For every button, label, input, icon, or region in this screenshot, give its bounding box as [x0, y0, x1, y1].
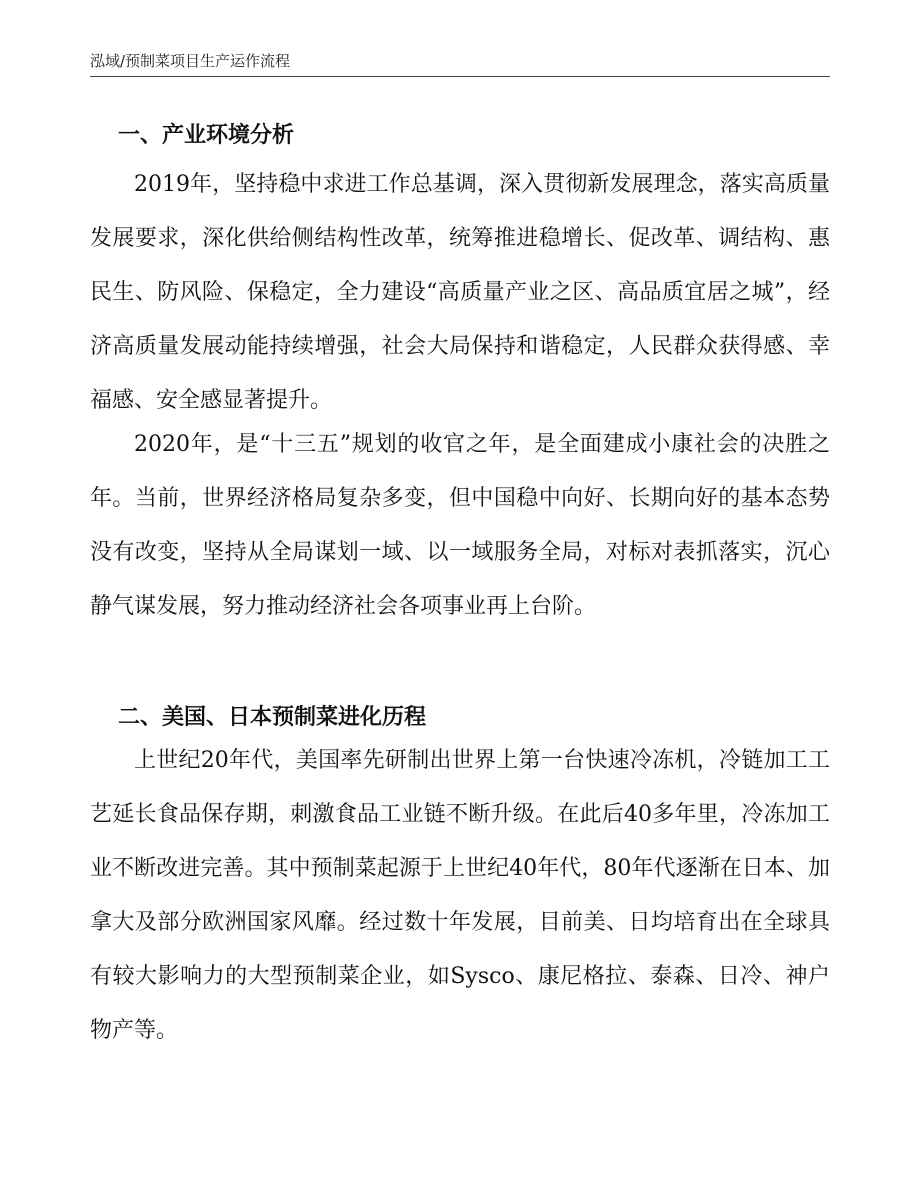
section-heading-1: 一、产业环境分析: [118, 123, 295, 148]
paragraph-1: 2019年，坚持稳中求进工作总基调，深入贯彻新发展理念，落实高质量发展要求，深化供给侧结构性改革，统筹推进稳增长、促改革、调结构、惠民生、防风险、保稳定，全力建设“高质量产业之区、高品质宜居之城”，经济高质量发展动能持续增强，社会大局保持和谐稳定，人民群众获得感、幸福感、安全感显著提升。: [90, 172, 830, 413]
paragraph-2: 2020年，是“十三五”规划的收官之年，是全面建成小康社会的决胜之年。当前，世界经济格局复杂多变，但中国稳中向好、长期向好的基本态势没有改变，坚持从全局谋划一域、以一域服务全局，对标对表抓落实，沉心静气谋发展，努力推动经济社会各项事业再上台阶。: [90, 432, 830, 619]
section-heading-2: 二、美国、日本预制菜进化历程: [118, 705, 427, 730]
running-header: 泓域/预制菜项目生产运作流程: [90, 52, 291, 70]
header-divider: [90, 76, 830, 77]
paragraph-3: 上世纪20年代，美国率先研制出世界上第一台快速冷冻机，冷链加工工艺延长食品保存期，刺激食品工业链不断升级。在此后40多年里，冷冻加工业不断改进完善。其中预制菜起源于上世纪40年代，80年代逐渐在日本、加拿大及部分欧洲国家风靡。经过数十年发展，目前美、日均培育出在全球具有较大影响力的大型预制菜企业，如Sysco、康尼格拉、泰森、日冷、神户物产等。: [90, 748, 830, 1043]
